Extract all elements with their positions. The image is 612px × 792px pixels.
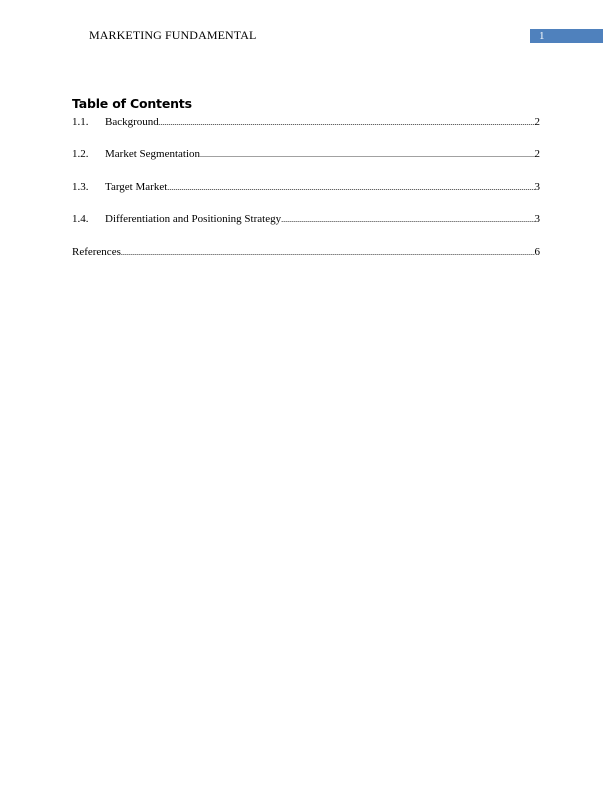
toc-entry-page: 6 [534, 246, 540, 258]
toc-dot-leader [167, 180, 534, 194]
toc-dot-leader [281, 212, 534, 226]
toc-entry-background[interactable] [72, 115, 540, 129]
toc-entry-label[interactable]: Market Segmentation [105, 148, 201, 160]
toc-dot-leader [200, 147, 534, 161]
running-header-title: MARKETING FUNDAMENTAL [89, 28, 257, 42]
toc-heading: Table of Contents [72, 96, 192, 111]
toc-entry-page: 3 [534, 181, 540, 193]
toc-entry-page: 2 [534, 148, 540, 160]
toc-dot-leader [121, 245, 535, 259]
page-number-badge: 1 [530, 29, 603, 43]
toc-entry-page: 3 [534, 213, 540, 225]
toc-dot-leader [159, 115, 535, 129]
toc-entry-label[interactable]: Target Market [105, 181, 168, 193]
toc-entry-target-market[interactable] [72, 180, 540, 194]
toc-entry-page: 2 [534, 116, 540, 128]
toc-entry-number: 1.2. [72, 148, 89, 160]
toc-entry-label[interactable]: Differentiation and Positioning Strategy [105, 213, 282, 225]
toc-entry-references[interactable] [72, 245, 540, 259]
toc-entry-number: 1.1. [72, 116, 89, 128]
toc-entry-label[interactable]: References [72, 246, 121, 258]
toc-entry-label[interactable]: Background [105, 116, 159, 128]
toc-entry-market-segmentation[interactable] [72, 147, 540, 161]
toc-entry-number: 1.3. [72, 181, 89, 193]
toc-entry-number: 1.4. [72, 213, 89, 225]
toc-entry-differentiation-positioning[interactable] [72, 212, 540, 226]
